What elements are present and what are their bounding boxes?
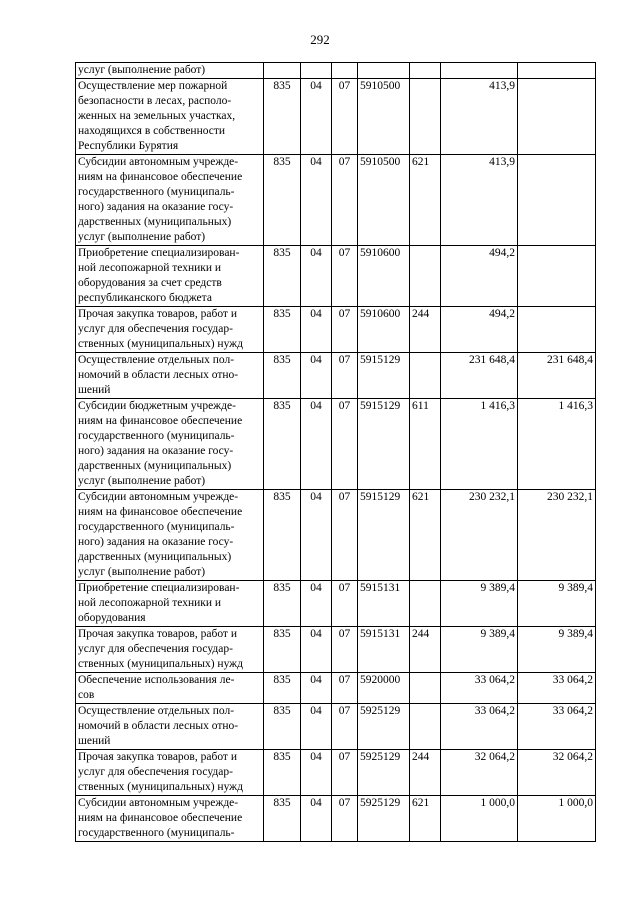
item-name-cell: Осуществление отдельных пол- номочий в области лесных отно- шений	[76, 353, 264, 399]
item-name-cell: Обеспечение использования ле- сов	[76, 673, 264, 704]
target-article-cell: 5915131	[358, 581, 410, 627]
target-article-cell: 5910600	[358, 307, 410, 353]
subsection-code-cell: 07	[332, 79, 358, 155]
section-code-cell: 04	[301, 399, 332, 490]
expense-type-cell	[410, 353, 441, 399]
expense-type-cell: 621	[410, 490, 441, 581]
budget-table-body	[76, 63, 596, 842]
grbs-code-cell: 835	[264, 750, 301, 796]
section-code-cell: 04	[301, 704, 332, 750]
target-article-cell: 5925129	[358, 704, 410, 750]
amount-total-cell: 1 416,3	[441, 399, 518, 490]
section-code-cell: 04	[301, 155, 332, 246]
amount-subvention-cell: 231 648,4	[518, 353, 596, 399]
table-row	[76, 246, 596, 307]
table-row	[76, 750, 596, 796]
subsection-code-cell: 07	[332, 490, 358, 581]
amount-subvention-cell	[518, 79, 596, 155]
section-code-cell: 04	[301, 627, 332, 673]
subsection-code-cell: 07	[332, 353, 358, 399]
subsection-code-cell: 07	[332, 673, 358, 704]
item-name-cell: Осуществление мер пожарной безопасности в лесах, располо- женных на земельных участках, находящихся в собственности Республики Бурятия	[76, 79, 264, 155]
target-article-cell	[358, 63, 410, 79]
section-code-cell: 04	[301, 307, 332, 353]
section-code-cell: 04	[301, 490, 332, 581]
grbs-code-cell: 835	[264, 155, 301, 246]
table-row	[76, 704, 596, 750]
amount-total-cell: 1 000,0	[441, 796, 518, 842]
expense-type-cell	[410, 63, 441, 79]
table-row	[76, 581, 596, 627]
section-code-cell: 04	[301, 353, 332, 399]
item-name-cell: Прочая закупка товаров, работ и услуг для обеспечения государ- ственных (муниципальных) нужд	[76, 307, 264, 353]
amount-subvention-cell: 9 389,4	[518, 581, 596, 627]
subsection-code-cell: 07	[332, 750, 358, 796]
table-row	[76, 627, 596, 673]
expense-type-cell: 244	[410, 750, 441, 796]
grbs-code-cell: 835	[264, 79, 301, 155]
expense-type-cell	[410, 581, 441, 627]
expense-type-cell: 611	[410, 399, 441, 490]
grbs-code-cell	[264, 63, 301, 79]
expense-type-cell: 244	[410, 627, 441, 673]
table-row	[76, 79, 596, 155]
amount-total-cell: 231 648,4	[441, 353, 518, 399]
subsection-code-cell: 07	[332, 704, 358, 750]
expense-type-cell: 244	[410, 307, 441, 353]
amount-subvention-cell	[518, 155, 596, 246]
grbs-code-cell: 835	[264, 246, 301, 307]
amount-subvention-cell	[518, 63, 596, 79]
item-name-cell: услуг (выполнение работ)	[76, 63, 264, 79]
subsection-code-cell: 07	[332, 307, 358, 353]
grbs-code-cell: 835	[264, 490, 301, 581]
expense-type-cell	[410, 704, 441, 750]
subsection-code-cell: 07	[332, 796, 358, 842]
table-row	[76, 673, 596, 704]
target-article-cell: 5910600	[358, 246, 410, 307]
section-code-cell: 04	[301, 79, 332, 155]
grbs-code-cell: 835	[264, 353, 301, 399]
subsection-code-cell: 07	[332, 627, 358, 673]
amount-subvention-cell: 33 064,2	[518, 704, 596, 750]
section-code-cell: 04	[301, 750, 332, 796]
amount-subvention-cell	[518, 307, 596, 353]
table-row	[76, 796, 596, 842]
target-article-cell: 5915129	[358, 399, 410, 490]
expense-type-cell	[410, 79, 441, 155]
amount-total-cell: 413,9	[441, 155, 518, 246]
subsection-code-cell: 07	[332, 581, 358, 627]
section-code-cell: 04	[301, 673, 332, 704]
item-name-cell: Субсидии бюджетным учрежде- ниям на финансовое обеспечение государственного (муниципаль- ного) задания на оказание госу- дарственных (муниципальных) услуг (выполнение работ)	[76, 399, 264, 490]
target-article-cell: 5925129	[358, 750, 410, 796]
item-name-cell: Приобретение специализирован- ной лесопожарной техники и оборудования	[76, 581, 264, 627]
amount-subvention-cell	[518, 246, 596, 307]
amount-total-cell: 494,2	[441, 246, 518, 307]
target-article-cell: 5915131	[358, 627, 410, 673]
amount-total-cell: 413,9	[441, 79, 518, 155]
expense-type-cell: 621	[410, 796, 441, 842]
grbs-code-cell: 835	[264, 581, 301, 627]
amount-total-cell: 32 064,2	[441, 750, 518, 796]
subsection-code-cell	[332, 63, 358, 79]
table-row	[76, 353, 596, 399]
expense-type-cell: 621	[410, 155, 441, 246]
target-article-cell: 5910500	[358, 155, 410, 246]
amount-total-cell: 9 389,4	[441, 581, 518, 627]
amount-total-cell: 494,2	[441, 307, 518, 353]
subsection-code-cell: 07	[332, 246, 358, 307]
item-name-cell: Прочая закупка товаров, работ и услуг для обеспечения государ- ственных (муниципальных) нужд	[76, 627, 264, 673]
table-row	[76, 490, 596, 581]
amount-total-cell: 230 232,1	[441, 490, 518, 581]
expense-type-cell	[410, 673, 441, 704]
table-row	[76, 155, 596, 246]
target-article-cell: 5920000	[358, 673, 410, 704]
amount-subvention-cell: 9 389,4	[518, 627, 596, 673]
grbs-code-cell: 835	[264, 627, 301, 673]
amount-subvention-cell: 33 064,2	[518, 673, 596, 704]
section-code-cell: 04	[301, 796, 332, 842]
item-name-cell: Осуществление отдельных пол- номочий в области лесных отно- шений	[76, 704, 264, 750]
item-name-cell: Прочая закупка товаров, работ и услуг для обеспечения государ- ственных (муниципальных) нужд	[76, 750, 264, 796]
target-article-cell: 5915129	[358, 490, 410, 581]
section-code-cell: 04	[301, 581, 332, 627]
section-code-cell	[301, 63, 332, 79]
table-row	[76, 399, 596, 490]
subsection-code-cell: 07	[332, 399, 358, 490]
page-number: 292	[310, 32, 330, 47]
target-article-cell: 5925129	[358, 796, 410, 842]
amount-subvention-cell: 230 232,1	[518, 490, 596, 581]
amount-total-cell	[441, 63, 518, 79]
amount-total-cell: 33 064,2	[441, 673, 518, 704]
amount-subvention-cell: 1 416,3	[518, 399, 596, 490]
item-name-cell: Субсидии автономным учрежде- ниям на финансовое обеспечение государственного (муниципаль- ного) задания на оказание госу- дарственных (муниципальных) услуг (выполнение работ)	[76, 490, 264, 581]
target-article-cell: 5915129	[358, 353, 410, 399]
item-name-cell: Приобретение специализирован- ной лесопожарной техники и оборудования за счет средств республиканского бюджета	[76, 246, 264, 307]
grbs-code-cell: 835	[264, 673, 301, 704]
table-row	[76, 307, 596, 353]
amount-total-cell: 9 389,4	[441, 627, 518, 673]
grbs-code-cell: 835	[264, 399, 301, 490]
item-name-cell: Субсидии автономным учрежде- ниям на финансовое обеспечение государственного (муниципаль- ного) задания на оказание госу- дарственных (муниципальных) услуг (выполнение работ)	[76, 155, 264, 246]
budget-table	[75, 62, 596, 842]
item-name-cell: Субсидии автономным учрежде- ниям на финансовое обеспечение государственного (муниципаль-	[76, 796, 264, 842]
target-article-cell: 5910500	[358, 79, 410, 155]
section-code-cell: 04	[301, 246, 332, 307]
amount-total-cell: 33 064,2	[441, 704, 518, 750]
table-row	[76, 63, 596, 79]
amount-subvention-cell: 1 000,0	[518, 796, 596, 842]
expense-type-cell	[410, 246, 441, 307]
subsection-code-cell: 07	[332, 155, 358, 246]
grbs-code-cell: 835	[264, 704, 301, 750]
grbs-code-cell: 835	[264, 307, 301, 353]
grbs-code-cell: 835	[264, 796, 301, 842]
amount-subvention-cell: 32 064,2	[518, 750, 596, 796]
